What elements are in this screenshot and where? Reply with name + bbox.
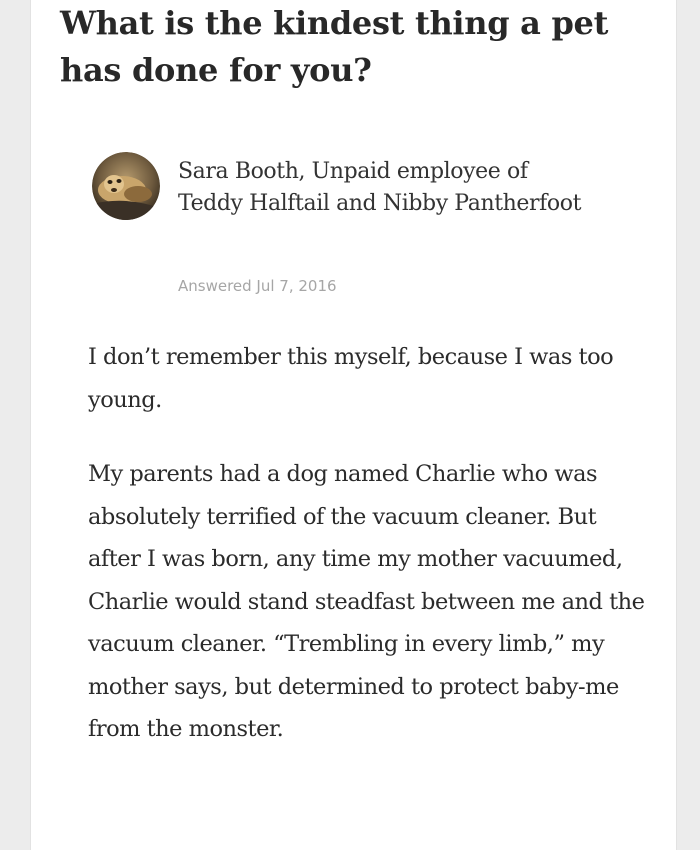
- answer-body: [88, 336, 653, 751]
- answer-paragraph-2: My parents had a dog named Charlie who was absolutely terrified of the vacuum cleaner. But after I was born, any time my mother vacuumed, Charlie would stand steadfast between me and the vacuum cleaner. “Trembling in every limb,” my mother says, but determined to protect baby-me from the monster.: [88, 461, 645, 742]
- author-name[interactable]: Sara Booth, Unpaid employee of Teddy Halftail and Nibby Pantherfoot: [178, 159, 582, 216]
- answer-paragraph-1: I don’t remember this myself, because I was too young.: [88, 344, 614, 413]
- author-avatar[interactable]: [92, 152, 160, 220]
- question-title[interactable]: What is the kindest thing a pet has done for you?: [60, 4, 609, 89]
- answered-date[interactable]: Answered Jul 7, 2016: [178, 277, 337, 295]
- dog-photo-avatar-icon: [92, 152, 160, 220]
